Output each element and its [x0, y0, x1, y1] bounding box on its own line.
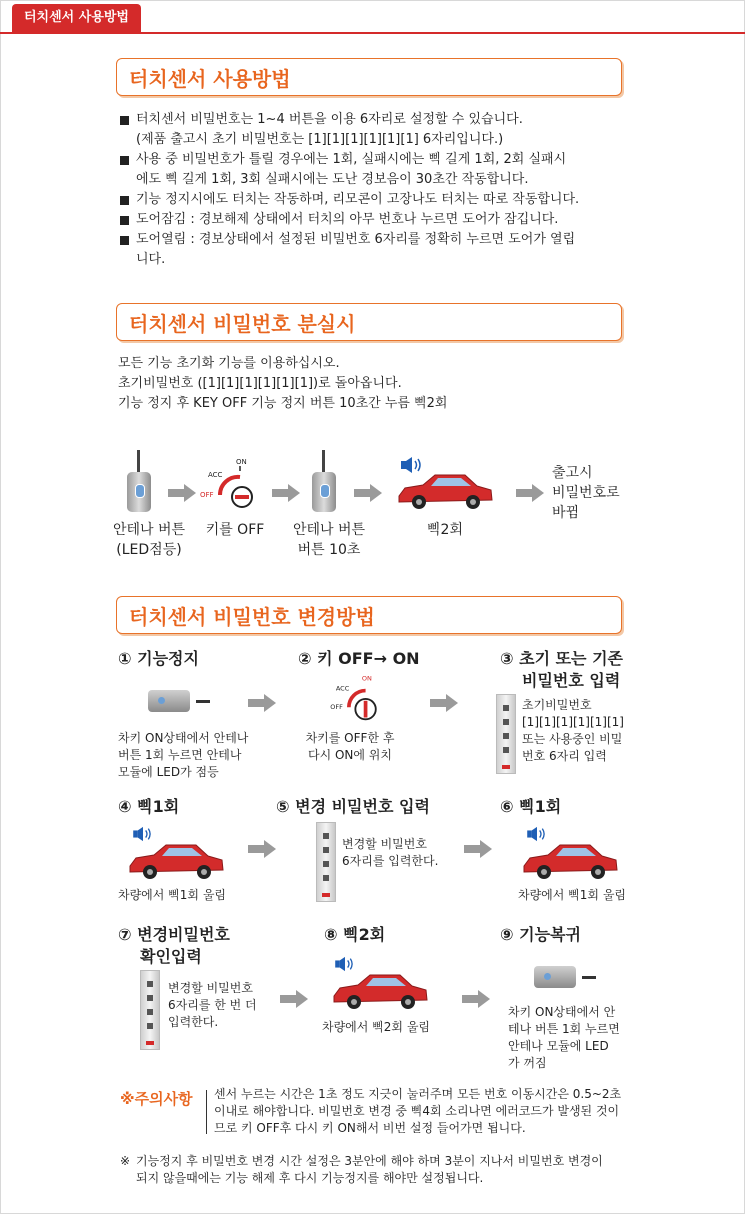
key-acc-label: ACC	[208, 471, 223, 479]
step-1-desc-line-1: 차키 ON상태에서 안테나	[118, 731, 249, 745]
step-2-key-icon	[330, 672, 390, 724]
flow-caption-3-line-2: 버튼 10초	[297, 542, 361, 558]
step-9-desc-line-4: 가 꺼짐	[508, 1056, 547, 1070]
usage-line-8: 니다.	[136, 252, 166, 267]
step-9-remote-icon	[534, 966, 576, 988]
step-4-car-icon	[126, 840, 226, 882]
key-on-label: ON	[236, 458, 247, 466]
antenna-remote-icon-2	[312, 472, 336, 512]
footnote-mark: ※	[120, 1154, 131, 1168]
step-3-desc-line-4: 번호 6자리 입력	[522, 749, 607, 763]
step-arrow-2	[430, 694, 458, 712]
step-6-desc: 차량에서 삑1회 울림	[518, 888, 627, 902]
footnote-line-2: 되지 않을때에는 기능 해제 후 다시 기능정지를 해야만 설정됩니다.	[136, 1171, 484, 1185]
flow-caption-3-line-1: 안테나 버튼	[292, 522, 366, 538]
step-3-desc	[522, 697, 624, 765]
tab-usage[interactable]: 터치센서 사용방법	[12, 4, 141, 32]
step-5-desc-line-1: 변경할 비밀번호	[342, 837, 427, 851]
lost-line-1: 모든 기능 초기화 기능를 이용하십시오.	[118, 356, 340, 371]
step-5-keypad-icon	[316, 822, 336, 902]
step-7-keypad-icon	[140, 970, 160, 1050]
step-arrow-1	[248, 694, 276, 712]
flow-arrow-4	[516, 484, 544, 502]
step-1-remote-icon	[148, 690, 190, 712]
flow-caption-1-line-2: (LED점등)	[116, 542, 182, 558]
usage-line-3: 사용 중 비밀번호가 틀릴 경우에는 1회, 실패시에는 삑 길게 1회, 2회 실패시	[120, 150, 630, 170]
step-2-title: ② 키 OFF→ ON	[298, 649, 420, 668]
step-2-key-on-label: ON	[361, 674, 372, 683]
key-switch-icon	[200, 455, 264, 511]
usage-line-2: (제품 출고시 초기 비밀번호는 [1][1][1][1][1][1] 6자리입니다.)	[136, 132, 504, 147]
step-3-title	[500, 648, 640, 692]
step-5-title: ⑤ 변경 비밀번호 입력	[276, 797, 430, 816]
step-3-desc-line-3: 또는 사용중인 비밀	[522, 732, 623, 746]
section-usage-header	[116, 58, 622, 96]
usage-line-5: 기능 정지시에도 터치는 작동하며, 리모콘이 고장나도 터치는 따로 작동합니다.	[120, 190, 630, 210]
step-7-title-line-1: ⑦ 변경비밀번호	[118, 925, 230, 944]
notice-text	[214, 1086, 626, 1137]
step-1-desc-line-2: 버튼 1회 누르면 안테나	[118, 748, 242, 762]
section-change-header	[116, 596, 622, 634]
step-2-key-off-label: OFF	[330, 703, 343, 712]
step-6-car-icon	[520, 840, 620, 882]
usage-line-4: 에도 삑 길게 1회, 3회 실패시에는 도난 경보음이 30초간 작동합니다.	[136, 172, 529, 187]
flow-arrow-2	[272, 484, 300, 502]
car-icon	[395, 470, 495, 512]
step-5-desc	[342, 836, 438, 870]
flow-arrow-3	[354, 484, 382, 502]
step-6-title: ⑥ 삑1회	[500, 797, 562, 816]
tab-underline	[0, 32, 745, 34]
usage-list	[120, 110, 630, 270]
flow-caption-3	[282, 520, 376, 560]
antenna-remote-icon	[127, 472, 151, 512]
step-7-title	[118, 924, 230, 968]
notice-divider	[206, 1090, 207, 1134]
step-8-desc: 차량에서 삑2회 울림	[322, 1020, 431, 1034]
step-7-title-line-2: 확인입력	[140, 947, 202, 966]
step-2-desc-line-2: 다시 ON에 위치	[307, 748, 392, 762]
notice-line-1: 센서 누르는 시간은 1초 정도 지긋이 눌러주며 모든 번호 이동시간은 0.5~2초	[214, 1087, 622, 1101]
step-7-desc-line-3: 입력한다.	[168, 1015, 219, 1029]
flow-caption-1-line-1: 안테나 버튼	[112, 522, 186, 538]
footnote	[120, 1153, 630, 1187]
step-1-desc	[118, 730, 248, 781]
flow-caption-1	[104, 520, 194, 560]
step-arrow-3	[248, 840, 276, 858]
flow-caption-4: 삑2회	[427, 522, 463, 538]
step-9-desc-line-3: 안테나 모듈에 LED	[508, 1039, 609, 1053]
step-arrow-6	[462, 990, 490, 1008]
flow-result-line-2: 비밀번호로	[552, 485, 620, 501]
flow-caption-2: 키를 OFF	[205, 522, 265, 538]
step-9-desc-line-1: 차키 ON상태에서 안	[508, 1005, 616, 1019]
step-2-desc-line-1: 차키를 OFF한 후	[305, 731, 395, 745]
usage-line-7: 도어열림 : 경보상태에서 설정된 비밀번호 6자리를 정확히 누르면 도어가 열립	[120, 230, 630, 250]
step-3-desc-line-2: [1][1][1][1][1][1]	[522, 715, 624, 729]
flow-result	[552, 463, 632, 523]
step-7-desc-line-1: 변경할 비밀번호	[168, 981, 253, 995]
step-3-title-line-1: ③ 초기 또는 기존	[500, 649, 623, 668]
step-1-desc-line-3: 모듈에 LED가 점등	[118, 765, 219, 779]
step-5-desc-line-2: 6자리를 입력한다.	[342, 854, 439, 868]
step-9-desc-line-2: 테나 버튼 1회 누르면	[508, 1022, 620, 1036]
step-arrow-4	[464, 840, 492, 858]
usage-line-1: 터치센서 비밀번호는 1~4 버튼을 이용 6자리로 설정할 수 있습니다.	[120, 110, 630, 130]
flow-arrow-1	[168, 484, 196, 502]
step-1-title: ① 기능정지	[118, 649, 199, 668]
section-lost-header	[116, 303, 622, 341]
step-7-desc-line-2: 6자리를 한 번 더	[168, 998, 257, 1012]
step-4-title: ④ 삑1회	[118, 797, 180, 816]
step-9-desc	[508, 1004, 620, 1072]
step-3-title-line-2: 비밀번호 입력	[522, 671, 621, 690]
lost-line-3: 기능 정지 후 KEY OFF 기능 정지 버튼 10초간 누름 삑2회	[118, 396, 448, 411]
step-8-car-icon	[330, 970, 430, 1012]
step-3-keypad-icon	[496, 694, 516, 774]
footnote-line-1: 기능정지 후 비밀번호 변경 시간 설정은 3분안에 해야 하며 3분이 지나서 비밀번호 변경이	[136, 1154, 603, 1168]
lost-line-2: 초기비밀번호 ([1][1][1][1][1][1])로 돌아옵니다.	[118, 376, 402, 391]
section-lost-title: 터치센서 비밀번호 분실시	[129, 312, 356, 336]
flow-result-line-1: 출고시	[552, 465, 593, 481]
step-4-desc: 차량에서 삑1회 울림	[118, 888, 227, 902]
notice-label: ※주의사항	[120, 1090, 193, 1108]
step-3-desc-line-1: 초기비밀번호	[522, 698, 592, 712]
section-change-title: 터치센서 비밀번호 변경방법	[129, 605, 375, 629]
usage-line-6: 도어잠김 : 경보해제 상태에서 터치의 아무 번호나 누르면 도어가 잠깁니다.	[120, 210, 630, 230]
step-9-title: ⑨ 기능복귀	[500, 925, 581, 944]
key-off-label: OFF	[200, 491, 214, 499]
step-8-title: ⑧ 삑2회	[324, 925, 386, 944]
step-arrow-5	[280, 990, 308, 1008]
notice-line-2: 이내로 해야합니다. 비밀번호 변경 중 삑4회 소리나면 에러코드가 발생된 것이	[214, 1104, 620, 1118]
section-usage-title: 터치센서 사용방법	[129, 67, 291, 91]
step-2-desc	[300, 730, 400, 764]
step-7-desc	[168, 980, 257, 1031]
flow-result-line-3: 바뀜	[552, 505, 580, 521]
notice-line-3: 므로 키 OFF후 다시 키 ON해서 비번 설정 들어가면 됩니다.	[214, 1121, 526, 1135]
step-2-key-acc-label: ACC	[335, 684, 350, 693]
